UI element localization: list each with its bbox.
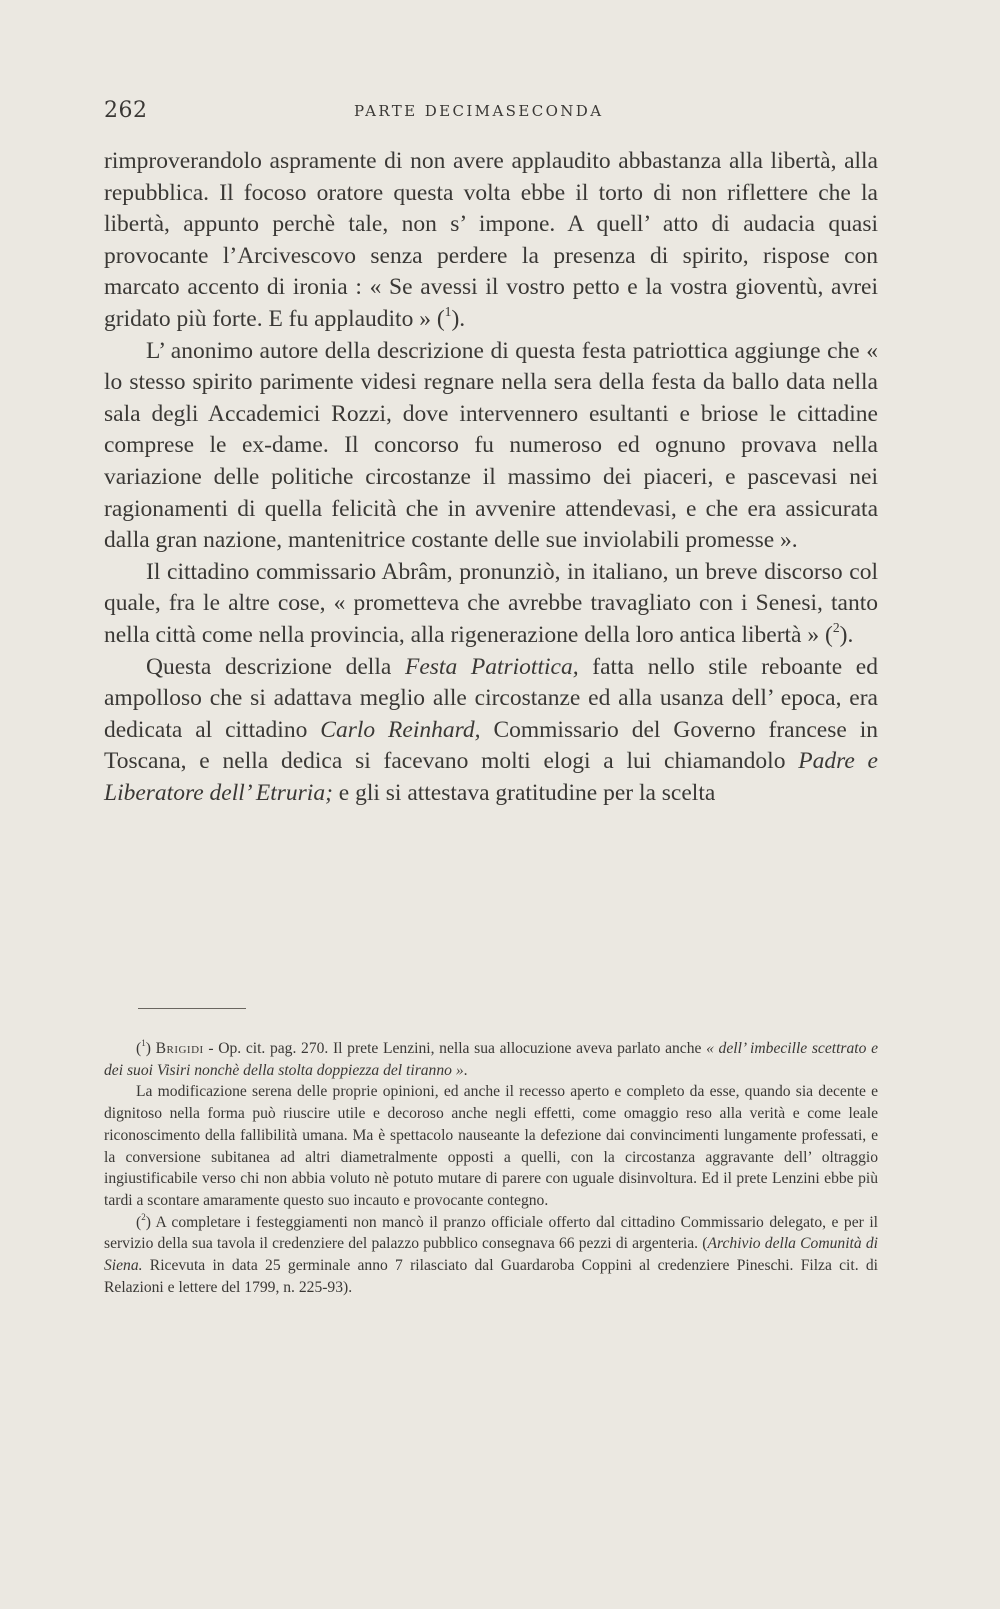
footnote-archive: Archivio della Comunità di Siena. (104, 1235, 878, 1275)
paragraph-1: rimproverandolo aspramente di non avere applaudito abbastanza alla libertà, alla repubblica. Il focoso oratore questa volta ebbe il torto di non riflettere che la libertà, appunto perchè tale, non s’ impone. A quell’ atto di audacia quasi provocante l’Arcivescovo senza perdere la presenza di spirito, rispose con marcato accento di ironia : « Se avessi il vostro petto e la vostra gioventù, avrei gridato più forte. E fu applaudito » ($^1$). (104, 148, 878, 332)
footnote-1-continued: La modificazione serena delle proprie opinioni, ed anche il recesso aperto e completo da esse, quando sia decente e dignitoso nella forma può riuscire utile e decoroso anche negli effetti, come omaggio reso alla verità e come leale riconoscimento della fallibilità umana. Ma è spettacolo nauseante la defezione dai convincimenti lungamente professati, e la conversione subitanea ad altri diametralmente opposti a quelli, con la circostanza aggravante dell’ oltraggio ingiustificabile verso chi non abbia voluto nè potuto mutare di parere con uguale disinvoltura. Ed il prete Lenzini ebbe più tardi a scontare amaramente questo suo incauto e provocante contegno. (104, 1083, 878, 1209)
footnote-2: ($^2$) A completare i festeggiamenti non mancò il pranzo officiale offerto dal cittadino Commissario delegato, e per il servizio della sua tavola il credenziere del palazzo pubblico consegnava 66 pezzi di argenteria. (Archivio della Comunità di Siena. Ricevuta in data 25 germinale anno 7 rilasciato dal Guardaroba Coppini al credenziere Pineschi. Filza cit. di Relazioni e lettere del 1799, n. 225-93). (104, 1211, 878, 1296)
paragraph-4: Questa descrizione della Festa Patriottica, fatta nello stile reboante ed ampolloso che si adattava meglio alle circostanze ed alla usanza dell’ epoca, era dedicata al cittadino Carlo Reinhard, Commissario del Governo francese in Toscana, e nella dedica si facevano molti elogi a lui chiamandolo Padre e Liberatore dell’ Etruria; e gli si attestava gratitudine per la scelta (104, 653, 878, 806)
page-header (104, 98, 878, 132)
footnote-ref-2[interactable]: 2 (832, 619, 840, 635)
running-head: PARTE DECIMASECONDA (354, 102, 604, 120)
footnotes (104, 1038, 878, 1298)
footnote-divider (138, 1008, 246, 1009)
italic-name-reinhard: Carlo Reinhard, (320, 716, 481, 743)
footnote-1: ($^1$) Brigidi - Op. cit. pag. 270. Il prete Lenzini, nella sua allocuzione aveva parlato anche « dell’ imbecille scettrato e dei suoi Visiri nonchè della stolta doppiezza del tiranno ». (104, 1038, 879, 1079)
footnote-quote: « dell’ imbecille scettrato e dei suoi Visiri nonchè della stolta doppiezza del tiranno » (104, 1040, 879, 1079)
paragraph-3: Il cittadino commissario Abrâm, pronunziò, in italiano, un breve discorso col quale, fra le altre cose, « prometteva che avrebbe travagliato con i Senesi, tanto nella città come nella provincia, alla rigenerazione della loro antica libertà » ($^2$). (104, 558, 878, 648)
page-number: 262 (104, 98, 148, 123)
italic-title-festa: Festa Patriottica, (404, 653, 579, 680)
body-text (104, 146, 878, 809)
footnote-ref-1[interactable]: 1 (444, 303, 452, 319)
italic-title-padre: Padre e Liberatore dell’ Etruria; (104, 748, 878, 806)
paragraph-2: L’ anonimo autore della descrizione di questa festa patriottica aggiunge che « lo stesso spirito parimente videsi regnare nella sera della festa da ballo data nella sala degli Accademici Rozzi, dove intervennero esultanti e briose le cittadine comprese le ex-dame. Il concorso fu numeroso ed ognuno provava nella variazione delle politiche circostanze il massimo dei piaceri, e pascevasi nei ragionamenti di quella felicità che in avvenire attendevasi, e che era assicurata dalla gran nazione, mantenitrice costante delle sue inviolabili promesse ». (104, 337, 878, 554)
footnote-author: Brigidi (155, 1040, 204, 1057)
